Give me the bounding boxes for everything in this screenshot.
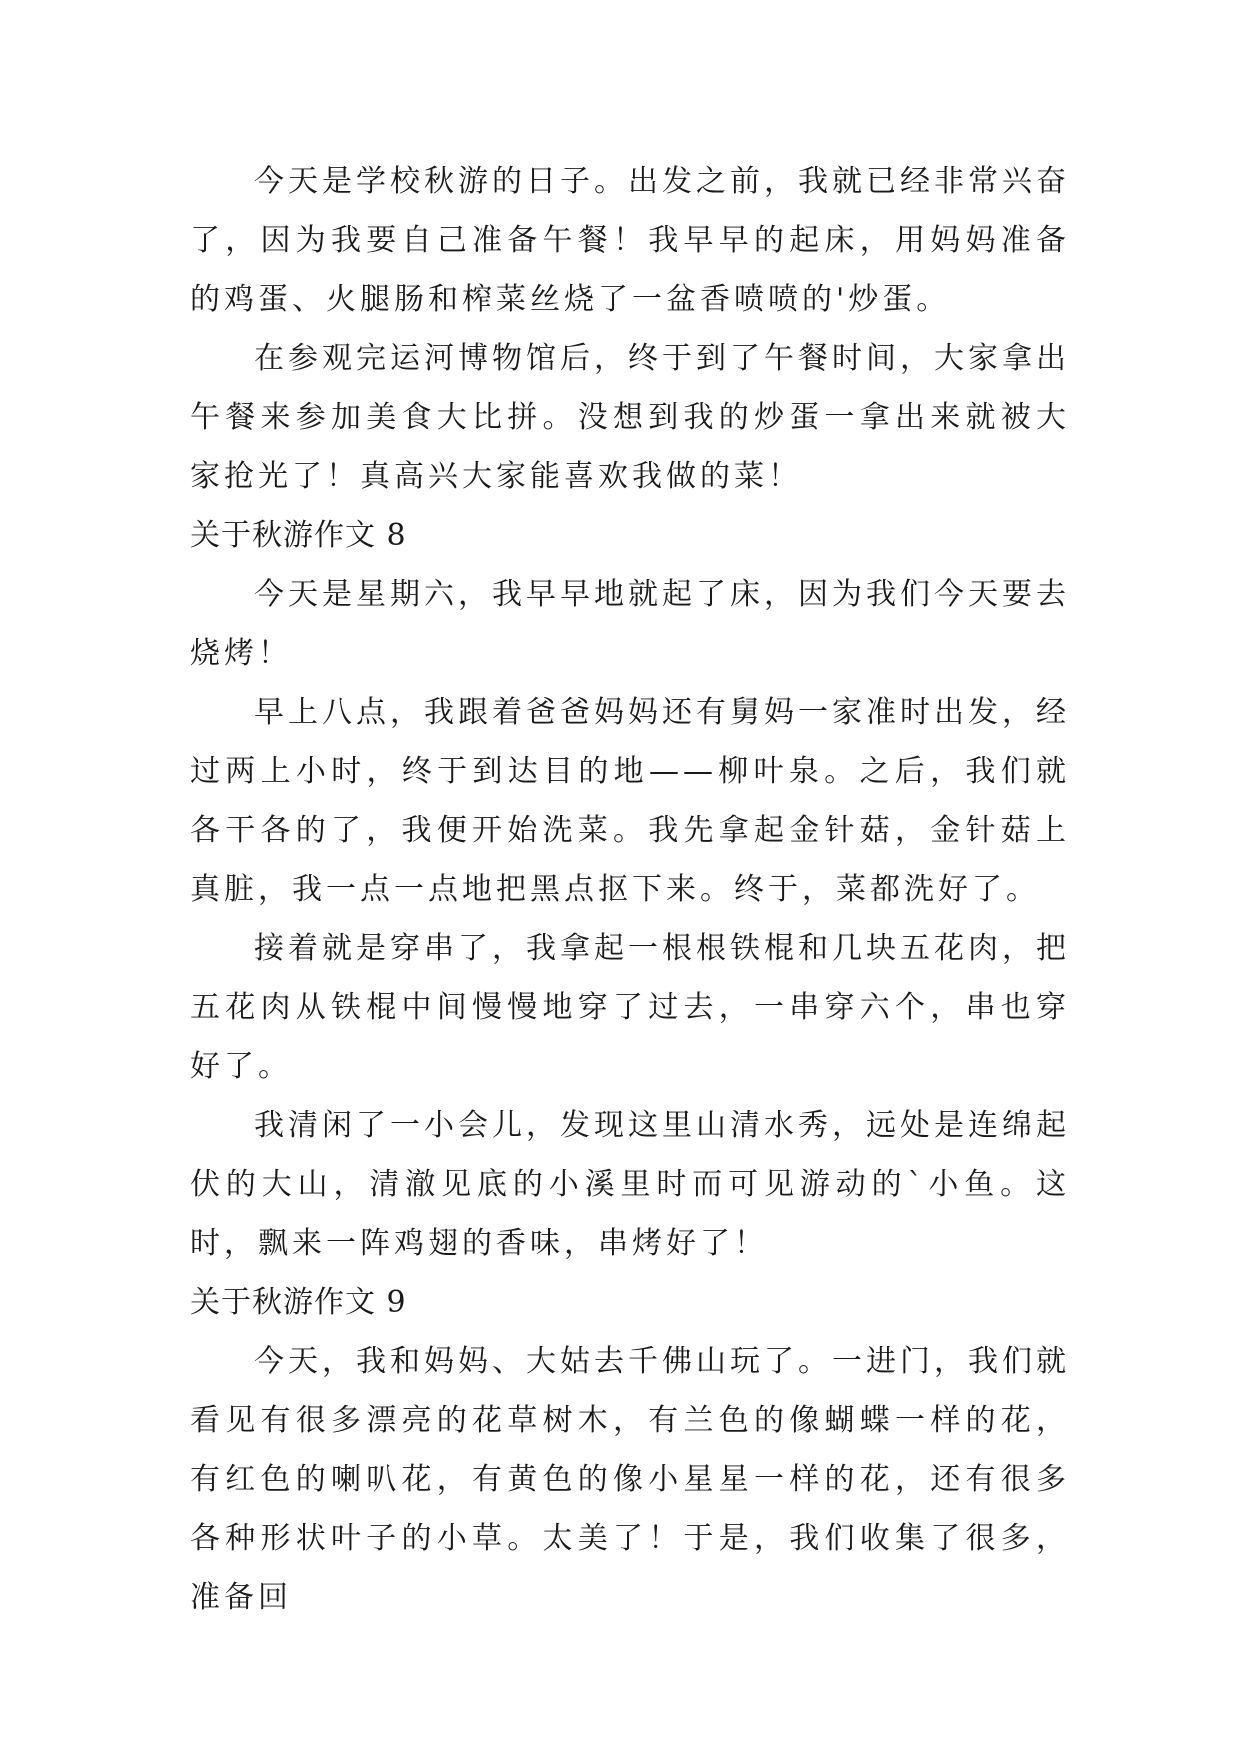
- paragraph: 今天是学校秋游的日子。出发之前，我就已经非常兴奋了，因为我要自己准备午餐！我早早的起床，用妈妈准备的鸡蛋、火腿肠和榨菜丝烧了一盆香喷喷的'炒蛋。: [190, 164, 1070, 317]
- paragraph: 在参观完运河博物馆后，终于到了午餐时间，大家拿出午餐来参加美食大比拼。没想到我的炒蛋一拿出来就被大家抢光了！真高兴大家能喜欢我做的菜！: [190, 341, 1070, 494]
- paragraph: 早上八点，我跟着爸爸妈妈还有舅妈一家准时出发，经过两上小时，终于到达目的地——柳叶泉。之后，我们就各干各的了，我便开始洗菜。我先拿起金针菇，金针菇上真脏，我一点一点地把黑点抠下来。终于，菜都洗好了。: [190, 695, 1070, 907]
- paragraph: 今天，我和妈妈、大姑去千佛山玩了。一进门，我们就看见有很多漂亮的花草树木，有兰色的像蝴蝶一样的花，有红色的喇叭花，有黄色的像小星星一样的花，还有很多各种形状叶子的小草。太美了！于是，我们收集了很多，准备回: [190, 1344, 1070, 1615]
- section-heading: 关于秋游作文 8: [190, 518, 407, 553]
- paragraph: 接着就是穿串了，我拿起一根根铁棍和几块五花肉，把五花肉从铁棍中间慢慢地穿了过去，一串穿六个，串也穿好了。: [190, 931, 1070, 1084]
- paragraph: 今天是星期六，我早早地就起了床，因为我们今天要去烧烤！: [190, 577, 1070, 671]
- paragraph: 我清闲了一小会儿，发现这里山清水秀，远处是连绵起伏的大山，清澈见底的小溪里时而可见游动的`小鱼。这时，飘来一阵鸡翅的香味，串烤好了！: [190, 1108, 1070, 1261]
- section-heading: 关于秋游作文 9: [190, 1285, 407, 1320]
- document-page: [190, 152, 1070, 1627]
